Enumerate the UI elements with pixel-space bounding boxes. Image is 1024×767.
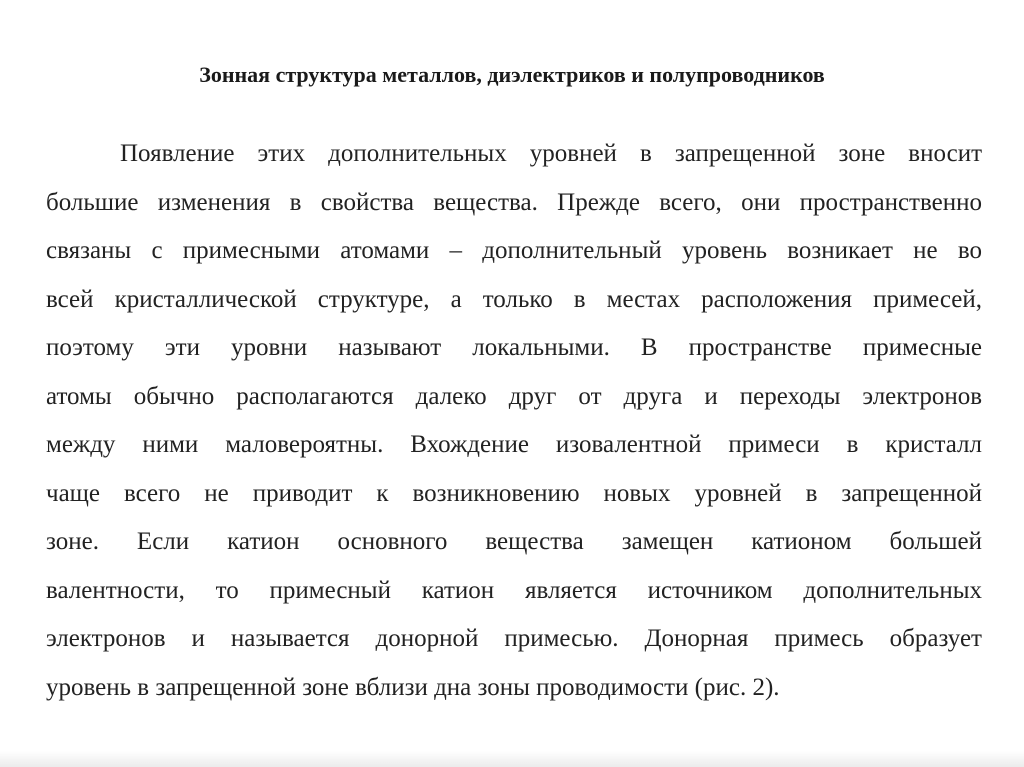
paragraph-line-11: электронов и называется донорной примесью. Донорная примесь образует (46, 625, 982, 652)
paragraph-line-4: всей кристаллической структуре, а только в местах расположения примесей, (46, 285, 982, 313)
paragraph-line-6: атомы обычно располагаются далеко друг от друга и переходы электронов (46, 382, 982, 410)
body-paragraph (46, 130, 982, 712)
paragraph-line-8: чаще всего не приводит к возникновению новых уровней в запрещенной (46, 479, 982, 507)
paragraph-line-5: поэтому эти уровни называют локальными. В пространстве примесные (46, 334, 982, 361)
paragraph-line-9: зоне. Если катион основного вещества замещен катионом большей (46, 528, 982, 555)
page-title: Зонная структура металлов, диэлектриков и полупроводников (199, 62, 825, 87)
paragraph-line-3: связаны с примесными атомами – дополнительный уровень возникает не во (46, 237, 982, 264)
paragraph-line-2: большие изменения в свойства вещества. Прежде всего, они пространственно (46, 188, 982, 216)
paragraph-line-12: уровень в запрещенной зоне вблизи дна зоны проводимости (рис. 2). (46, 673, 780, 701)
paragraph-line-1: Появление этих дополнительных уровней в запрещенной зоне вносит (120, 140, 982, 167)
paragraph-line-10: валентности, то примесный катион является источником дополнительных (46, 576, 982, 604)
paragraph-line-7: между ними маловероятны. Вхождение изовалентной примеси в кристалл (46, 431, 982, 458)
